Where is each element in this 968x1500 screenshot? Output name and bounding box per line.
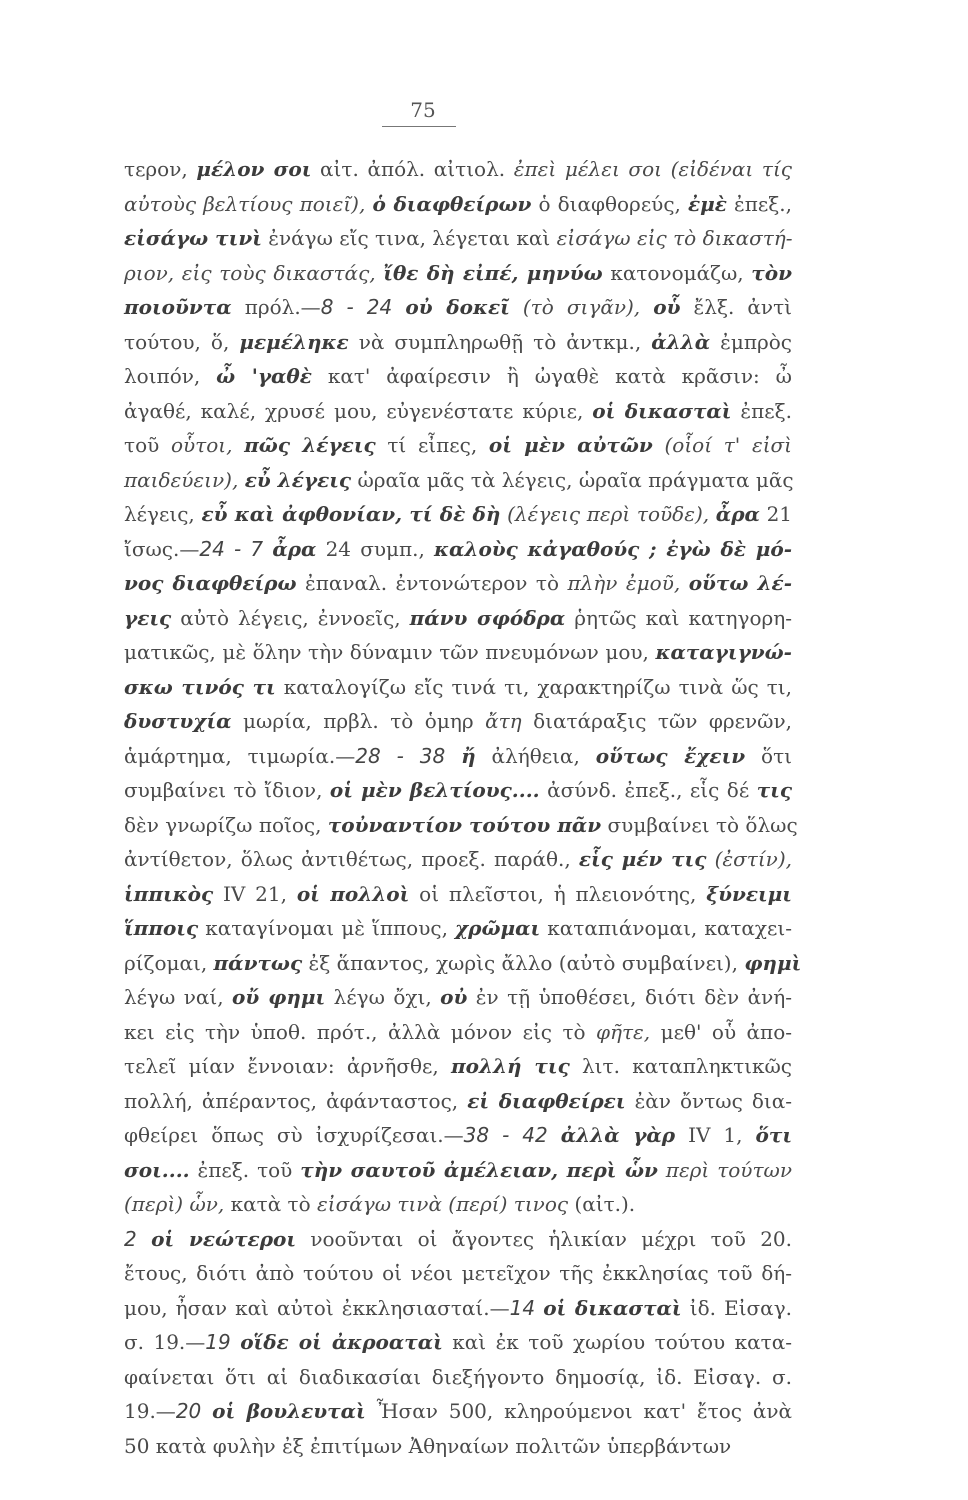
gloss-text: ἐπεξ. τοῦ [189,1157,301,1182]
line-reference: 14 [509,1295,536,1320]
lemma: πάντως [213,950,303,975]
lemma: πολλή τις [451,1054,570,1078]
text-line [124,290,792,325]
gloss-text: πολλή, ἀπέραντος, ἀφάνταστος, [124,1088,468,1113]
gloss-text [263,537,272,561]
gloss-text: φαίνεται ὅτι αἱ διαδικασίαι διεξήγοντο δημοσίᾳ, ἰδ. Εἰσαγ. σ. [124,1364,792,1389]
text-line [124,152,792,187]
lemma: ἐμὲ [687,191,727,216]
lemma: τὴν σαυτοῦ ἀμέλειαν, περὶ ὧν [300,1157,658,1182]
gloss-text: 21 [759,502,793,526]
text-line [124,566,792,601]
lemma: οἱ δικασταὶ [543,1295,682,1320]
page-number: 75 [410,98,436,122]
gloss-text: λέγω ὄχι, [325,985,441,1009]
italic-text: οὗτοι, [170,433,233,457]
text-line [124,1394,792,1429]
gloss-text: τερον, [124,157,197,181]
gloss-text: 19.— [124,1399,176,1423]
italic-text: παιδεύειν), [124,467,239,492]
text-line [124,1256,792,1291]
lemma: εὖ λέγεις [244,467,352,492]
lemma: ἤ [461,743,476,768]
gloss-text: αὐτὸ λέγεις, ἐννοεῖς, [171,605,410,630]
italic-text: ἐπεὶ μέλει σοι (εἰδέναι τίς [513,157,792,181]
italic-text: (λέγεις περὶ τοῦδε), [507,502,710,526]
line-reference: 20 [175,1399,202,1423]
lemma: ἆρα [715,502,760,526]
text-line [124,704,792,739]
italic-text: ἄτη [485,709,522,733]
gloss-text: αἰτ. ἀπόλ. αἰτιολ. [311,157,514,181]
lemma: οἱ νεώτεροι [151,1226,297,1251]
gloss-text: συμβαίνει τὸ ἴδιον, [124,778,330,802]
italic-text: φῆτε, [596,1019,651,1044]
text-line [124,670,792,705]
lemma: ξύνειμι [706,881,792,906]
gloss-text: ἀγαθέ, καλέ, χρυσέ μου, εὐγενέστατε κύριε, [124,398,593,423]
italic-text: (οἷοί τ' εἰσὶ [664,433,793,457]
lemma: μεμέληκε [239,329,349,354]
lemma: οἱ μὲν αὐτῶν [488,433,653,457]
header-rule [382,126,456,127]
gloss-text: λοιπόν, [124,364,217,388]
text-line [124,980,792,1015]
lemma: ἴθε δὴ εἰπέ, μηνύω [383,260,603,285]
lemma: φημὶ [744,950,802,975]
text-line [124,1084,792,1119]
lemma: ποιοῦντα [124,295,232,319]
text-line [124,1429,792,1464]
gloss-text: ἐνάγω εἴς τινα, λέγεται καὶ [261,226,557,250]
lemma: ὦ 'γαθὲ [216,364,312,388]
text-line [124,221,792,256]
lemma: ἵπποις [124,916,199,940]
gloss-text [640,295,653,319]
lemma: οὕτως ἔχειν [595,743,746,768]
line-reference: 19 [205,1330,231,1354]
lemma: οὗ [653,295,681,319]
lemma: οἱ πολλοὶ [296,881,410,906]
lemma: γεις [124,605,172,630]
gloss-text [680,571,688,595]
gloss-text: ἐξ ἅπαντος, χωρὶς ἄλλο (αὐτὸ συμβαίνει), [302,950,745,975]
lemma: εἰ διαφθείρει [467,1088,626,1113]
italic-text: εἰσάγω τινὰ (περί) τινος [317,1192,569,1216]
line-reference: 8 - 24 [320,295,393,319]
gloss-text: λιτ. καταπληκτικῶς [569,1054,793,1078]
gloss-text: ἐὰν ὄντως δια- [625,1088,792,1113]
lemma: καταγιγνώ- [655,640,792,664]
text-line [124,601,792,636]
text-line [124,877,792,912]
gloss-text: ἔτους, διότι ἀπὸ τούτου οἱ νέοι μετεῖχον τῆς ἐκκλησίας τοῦ δή- [124,1261,792,1285]
gloss-text: τοῦ [124,433,171,457]
gloss-text: δὲν γνωρίζω ποῖος, [124,812,328,837]
text-line [124,808,798,843]
lemma: εἰσάγω τινὶ [124,226,262,250]
lemma: ἀλλὰ [651,329,711,354]
italic-text: πλὴν ἐμοῦ, [567,571,681,595]
gloss-text [658,1158,666,1182]
gloss-text: κει εἰς τὴν ὑποθ. πρότ., ἀλλὰ μόνον εἰς τὸ [124,1019,596,1044]
text-line [124,1187,792,1222]
gloss-text [510,295,523,319]
text-line [124,1118,792,1153]
lemma: χρῶμαι [455,916,541,940]
gloss-text [445,744,461,768]
lemma: οἱ βουλευταὶ [212,1399,366,1423]
text-line [124,463,792,498]
lemma: εἷς μέν τις [578,847,707,871]
gloss-text: καταγίνομαι μὲ ἵππους, [198,916,455,940]
lemma: οἵδε οἱ ἀκροαταὶ [240,1330,443,1354]
gloss-text: ἔλξ. ἀντὶ [680,295,793,319]
gloss-text [548,1123,561,1147]
lemma: ὅτι [755,1123,792,1147]
text-line [124,1360,792,1395]
gloss-text: ἐπεξ. [731,398,793,423]
text-line [124,911,792,946]
lemma: ὁ διαφθείρων [372,191,532,216]
lemma: τις [756,778,793,802]
lemma: σκω τινός τι [124,674,276,699]
gloss-text: ἐπεξ., [726,191,793,216]
lemma: τοὐναντίον τούτου πᾶν [327,812,602,837]
lemma: εὖ καὶ ἀφθονίαν, τί δὲ δὴ [201,502,501,526]
italic-text: εἰσάγω εἰς τὸ δικαστή- [556,226,793,250]
lemma: ἆρα [272,536,317,561]
italic-text: (περὶ) ὧν, [124,1192,225,1216]
gloss-text: λέγεις, [124,502,202,526]
lemma: οὔ φημι [232,985,326,1009]
line-reference: 2 [124,1226,137,1251]
commentary-text [124,152,802,1463]
gloss-text: πρόλ.— [231,295,321,319]
lemma: οὐ δοκεῖ [405,295,510,319]
lemma: νος διαφθείρω [124,571,297,595]
gloss-text [535,1296,543,1320]
gloss-text: (αἰτ.). [568,1192,636,1216]
text-line [124,1049,792,1084]
gloss-text: καταλογίζω εἴς τινά τι, χαρακτηρίζω τινὰ ὥς τι, [275,674,792,699]
gloss-text: 24 συμπ., [316,536,435,561]
gloss-text: Ἦσαν 500, κληρούμενοι κατ' ἔτος ἀνὰ [365,1399,793,1423]
gloss-text: ῥητῶς καὶ κατηγορη- [565,605,793,630]
gloss-text: τούτου, ὅ, [124,329,240,354]
gloss-text: μου, ἦσαν καὶ αὐτοὶ ἐκκλησιασταί.— [124,1295,510,1320]
text-line [124,739,792,774]
gloss-text: ἐπαναλ. ἐντονώτερον τὸ [296,571,568,595]
text-line [124,428,792,463]
gloss-text [231,1330,240,1354]
gloss-text: ἐν τῇ ὑποθέσει, διότι δὲν ἀνή- [467,985,792,1009]
gloss-text: IV 21, [213,881,297,906]
gloss-text: 50 κατὰ φυλὴν ἐξ ἐπιτίμων Ἀθηναίων πολιτῶν ὑπερβάντων [124,1433,732,1458]
gloss-text: ἰδ. Εἰσαγ. [681,1295,792,1320]
text-line [124,1325,792,1360]
gloss-text: ἀλήθεια, [475,743,596,768]
text-line [124,359,792,394]
lemma: δυστυχία [124,709,232,733]
gloss-text [653,433,665,457]
line-reference: 28 - 38 [355,743,446,768]
gloss-text: συμβαίνει τὸ ὅλως [601,812,798,837]
gloss-text: κατονομάζω, [602,260,752,285]
gloss-text: τί εἶπες, [375,433,489,457]
gloss-text: ἐμπρὸς [710,329,793,354]
text-line [124,1291,792,1326]
gloss-text: λέγω ναί, [124,985,233,1009]
gloss-text: σ. 19.— [124,1330,206,1354]
lemma: οἱ μὲν βελτίους.... [329,778,540,802]
lemma: ἱππικὸς [124,881,214,906]
gloss-text: μεθ' οὗ ἀπο- [650,1019,793,1044]
text-line [124,1153,792,1188]
lemma: ἀλλὰ γὰρ [560,1123,676,1147]
gloss-text: μωρία, πρβλ. τὸ ὁμηρ [231,709,486,733]
text-line [124,187,792,222]
gloss-text: καὶ ἐκ τοῦ χωρίου τούτου κατα- [442,1330,792,1354]
gloss-text: ὁ διαφθορεύς, [531,191,688,216]
gloss-text: ὅτι [745,743,792,768]
text-line [124,394,792,429]
italic-text: (ἐστίν), [714,847,792,871]
text-line [124,1222,792,1257]
gloss-text: φθείρει ὅπως σὺ ἰσχυρίζεσαι.— [124,1123,464,1147]
text-line [124,1015,792,1050]
gloss-text [137,1227,151,1251]
gloss-text: οἱ πλεῖστοι, ἡ πλειονότης, [409,881,707,906]
italic-text: (τὸ σιγᾶν), [522,295,641,319]
italic-text: περὶ τούτων [665,1157,792,1182]
gloss-text: IV 1, [675,1123,756,1147]
gloss-text: καταπιάνομαι, καταχει- [540,916,792,940]
gloss-text: νὰ συμπληρωθῇ τὸ ἀντκμ., [348,329,652,354]
lemma: οἱ δικασταὶ [592,398,732,423]
gloss-text [706,847,714,871]
italic-text: αὐτοὺς βελτίους ποιεῖ), [124,191,366,216]
gloss-text: κατὰ τὸ [224,1192,318,1216]
lemma: σοι.... [124,1157,190,1182]
text-line [124,842,792,877]
gloss-text: νοοῦνται οἱ ἄγοντες ἡλικίαν μέχρι τοῦ 20. [296,1226,793,1251]
text-line [124,325,792,360]
gloss-text: ρίζομαι, [124,950,214,975]
lemma: οὐ [440,985,468,1009]
gloss-text [392,295,405,319]
text-line [124,773,792,808]
gloss-text: τελεῖ μίαν ἔννοιαν: ἀρνῆσθε, [124,1054,451,1078]
text-line [124,635,792,670]
italic-text: ριον, εἰς τοὺς δικαστάς, [124,260,376,285]
gloss-text: διατάραξις τῶν φρενῶν, [521,709,792,733]
gloss-text: ἴσως.— [124,536,200,561]
lemma: μέλον σοι [196,157,312,181]
gloss-text: ὡραῖα μᾶς τὰ λέγεις, ὡραῖα πράγματα μᾶς [351,467,794,492]
lemma: καλοὺς κἀγαθούς ; ἐγὼ δὲ μό- [434,536,793,561]
text-line [124,256,792,291]
text-line [124,497,792,532]
gloss-text [709,502,716,526]
lemma: οὕτω λέ- [688,571,792,595]
gloss-text [232,433,244,457]
gloss-text: ἁμάρτημα, τιμωρία.— [124,743,356,768]
text-line [124,946,802,981]
gloss-text: ματικῶς, μὲ ὅλην τὴν δύναμιν τῶν πνευμόνων μου, [124,640,656,664]
gloss-text: ἀντίθετον, ὅλως ἀντιθέτως, προεξ. παράθ., [124,847,579,871]
text-line [124,532,792,567]
gloss-text [201,1399,212,1423]
lemma: πάνυ σφόδρα [409,605,566,630]
gloss-text: κατ' ἀφαίρεσιν ἢ ὠγαθὲ κατὰ κρᾶσιν: ὦ [311,364,792,388]
gloss-text: ἀσύνδ. ἐπεξ., εἷς δέ [539,778,757,802]
line-reference: 24 - 7 [199,536,264,561]
lemma: πῶς λέγεις [244,433,376,457]
lemma: τὸν [751,260,792,285]
line-reference: 38 - 42 [463,1123,548,1147]
